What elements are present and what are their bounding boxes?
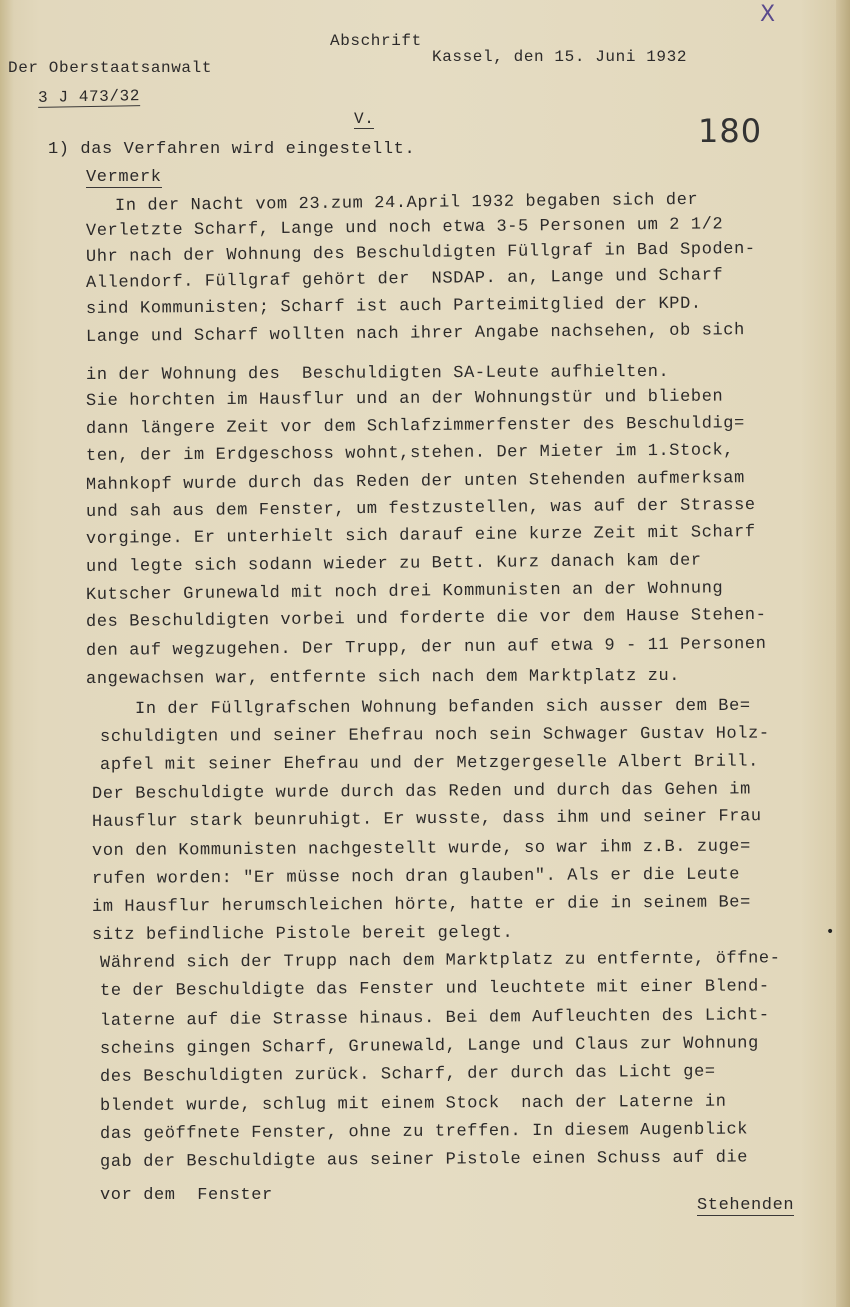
body-line: des Beschuldigten vorbei und forderte die vor dem Hause Stehen- xyxy=(85,605,767,632)
body-line: von den Kommunisten nachgestellt wurde, so war ihm z.B. zuge= xyxy=(91,837,751,861)
page-edge xyxy=(836,0,850,1307)
body-line: das geöffnete Fenster, ohne zu treffen. In diesem Augenblick xyxy=(99,1120,749,1144)
body-line: im Hausflur herumschleichen hörte, hatte er die in seinem Be= xyxy=(91,893,751,917)
roman-numeral: V. xyxy=(354,110,375,128)
place-date: Kassel, den 15. Juni 1932 xyxy=(432,48,688,66)
catchword: Stehenden xyxy=(697,1196,795,1215)
vermerk-heading: Vermerk xyxy=(86,168,162,187)
body-line: sind Kommunisten; Scharf ist auch Parteimitglied der KPD. xyxy=(85,294,702,319)
body-line: In der Nacht vom 23.zum 24.April 1932 begaben sich der xyxy=(114,190,699,216)
body-line: und sah aus dem Fenster, um festzustellen, was auf der Strasse xyxy=(85,495,756,522)
body-line: Kutscher Grunewald mit noch drei Kommunisten an der Wohnung xyxy=(85,579,724,605)
body-line: Hausflur stark beunruhigt. Er wusste, dass ihm und seiner Frau xyxy=(91,807,762,832)
body-line: Sie horchten im Hausflur und an der Wohnungstür und blieben xyxy=(85,387,724,411)
ink-speck: • xyxy=(826,924,835,940)
body-line: Verletzte Scharf, Lange und noch etwa 3-5 Personen um 2 1/2 xyxy=(85,215,724,241)
body-line: schuldigten und seiner Ehefrau noch sein Schwager Gustav Holz- xyxy=(99,724,770,747)
body-line: in der Wohnung des Beschuldigten SA-Leute aufhielten. xyxy=(85,362,670,385)
body-line: apfel mit seiner Ehefrau und der Metzgergeselle Albert Brill. xyxy=(99,752,759,775)
abschrift-label: Abschrift xyxy=(330,32,422,50)
page-number: 180 xyxy=(698,112,763,150)
body-line: Uhr nach der Wohnung des Beschuldigten Füllgraf in Bad Spoden- xyxy=(85,239,756,267)
body-line: Allendorf. Füllgraf gehört der NSDAP. an, Lange und Scharf xyxy=(85,266,724,293)
margin-mark: X xyxy=(760,2,776,27)
body-line: gab der Beschuldigte aus seiner Pistole einen Schuss auf die xyxy=(99,1148,749,1172)
body-line: Während sich der Trupp nach dem Marktplatz zu entfernte, öffne- xyxy=(99,949,781,973)
file-number: 3 J 473/32 xyxy=(37,87,141,107)
body-line: In der Füllgrafschen Wohnung befanden sich ausser dem Be= xyxy=(134,696,751,719)
body-line: laterne auf die Strasse hinaus. Bei dem Aufleuchten des Licht- xyxy=(99,1006,770,1031)
body-line: sitz befindliche Pistole bereit gelegt. xyxy=(91,923,514,945)
body-line: vor dem Fenster xyxy=(100,1186,273,1205)
body-line: scheins gingen Scharf, Grunewald, Lange und Claus zur Wohnung xyxy=(99,1034,759,1059)
body-line: angewachsen war, entfernte sich nach dem Marktplatz zu. xyxy=(85,666,681,689)
body-line: ten, der im Erdgeschoss wohnt,stehen. Der Mieter im 1.Stock, xyxy=(85,441,735,466)
body-line: Lange und Scharf wollten nach ihrer Angabe nachsehen, ob sich xyxy=(85,321,745,347)
body-line: Mahnkopf wurde durch das Reden der unten Stehenden aufmerksam xyxy=(85,469,745,495)
body-line: te der Beschuldigte das Fenster und leuchtete mit einer Blend- xyxy=(99,977,770,1001)
body-line: blendet wurde, schlug mit einem Stock nach der Laterne in xyxy=(99,1092,727,1116)
body-line: dann längere Zeit vor dem Schlafzimmerfenster des Beschuldig= xyxy=(85,414,745,439)
authority: Der Oberstaatsanwalt xyxy=(8,59,213,77)
decision-line: 1) das Verfahren wird eingestellt. xyxy=(48,140,416,159)
body-line: den auf wegzugehen. Der Trupp, der nun auf etwa 9 - 11 Personen xyxy=(85,634,767,661)
body-line: und legte sich sodann wieder zu Bett. Kurz danach kam der xyxy=(85,551,702,577)
body-line: Der Beschuldigte wurde durch das Reden und durch das Gehen im xyxy=(91,780,751,804)
body-line: rufen worden: "Er müsse noch dran glauben". Als er die Leute xyxy=(91,865,741,889)
body-line: vorginge. Er unterhielt sich darauf eine kurze Zeit mit Scharf xyxy=(85,522,756,549)
body-line: des Beschuldigten zurück. Scharf, der durch das Licht ge= xyxy=(99,1062,716,1087)
